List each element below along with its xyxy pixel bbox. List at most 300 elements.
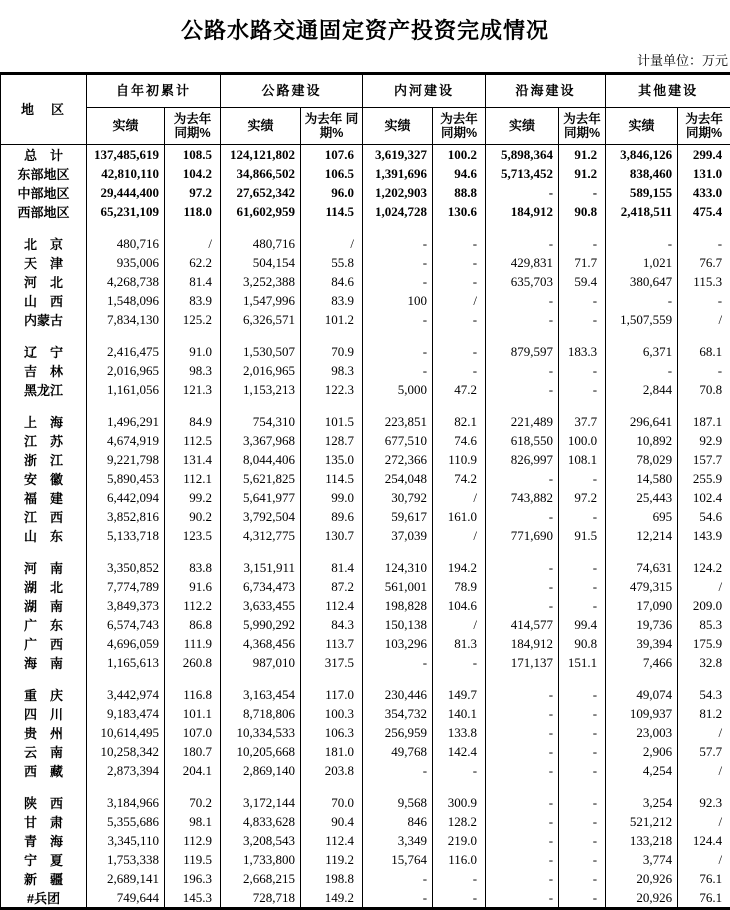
yoy-value-cell: 70.2 bbox=[165, 793, 221, 812]
yoy-value-cell: - bbox=[559, 685, 606, 704]
yoy-value-cell: 74.2 bbox=[433, 469, 486, 488]
spacer-cell bbox=[559, 329, 606, 342]
yoy-value-cell: 89.6 bbox=[301, 507, 363, 526]
table-row bbox=[1, 234, 730, 253]
actual-value-cell: - bbox=[606, 361, 678, 380]
yoy-value-cell: - bbox=[559, 234, 606, 253]
spacer-cell bbox=[678, 780, 730, 793]
yoy-value-cell: 130.7 bbox=[301, 526, 363, 545]
yoy-value-cell: / bbox=[433, 291, 486, 310]
yoy-value-cell: 203.8 bbox=[301, 761, 363, 780]
actual-value-cell: 3,163,454 bbox=[221, 685, 301, 704]
spacer-cell bbox=[165, 780, 221, 793]
actual-value-cell: 124,310 bbox=[363, 558, 433, 577]
actual-value-cell: 254,048 bbox=[363, 469, 433, 488]
actual-header: 实绩 bbox=[221, 108, 301, 145]
actual-value-cell: 1,024,728 bbox=[363, 202, 433, 221]
yoy-value-cell: 90.4 bbox=[301, 812, 363, 831]
actual-value-cell: 2,668,215 bbox=[221, 869, 301, 888]
yoy-value-cell: 112.9 bbox=[165, 831, 221, 850]
region-name: 山 东 bbox=[1, 526, 87, 545]
yoy-value-cell: 81.4 bbox=[301, 558, 363, 577]
spacer-row bbox=[1, 221, 730, 234]
actual-value-cell: 5,641,977 bbox=[221, 488, 301, 507]
spacer-cell bbox=[606, 545, 678, 558]
actual-value-cell: 20,926 bbox=[606, 869, 678, 888]
actual-value-cell: - bbox=[486, 685, 559, 704]
region-name: 云 南 bbox=[1, 742, 87, 761]
actual-value-cell: 74,631 bbox=[606, 558, 678, 577]
actual-value-cell: 7,466 bbox=[606, 653, 678, 672]
yoy-value-cell: - bbox=[433, 869, 486, 888]
actual-value-cell: - bbox=[486, 183, 559, 202]
yoy-value-cell: 84.9 bbox=[165, 412, 221, 431]
yoy-value-cell: 130.6 bbox=[433, 202, 486, 221]
yoy-value-cell: 71.7 bbox=[559, 253, 606, 272]
spacer-cell bbox=[486, 780, 559, 793]
actual-value-cell: 4,674,919 bbox=[87, 431, 165, 450]
actual-value-cell: 3,172,144 bbox=[221, 793, 301, 812]
actual-value-cell: 728,718 bbox=[221, 888, 301, 909]
actual-value-cell: - bbox=[486, 869, 559, 888]
yoy-value-cell: 70.9 bbox=[301, 342, 363, 361]
yoy-value-cell: / bbox=[165, 234, 221, 253]
actual-value-cell: 10,258,342 bbox=[87, 742, 165, 761]
spacer-cell bbox=[165, 329, 221, 342]
actual-value-cell: 635,703 bbox=[486, 272, 559, 291]
actual-value-cell: 8,718,806 bbox=[221, 704, 301, 723]
yoy-value-cell: 260.8 bbox=[165, 653, 221, 672]
yoy-value-cell: 76.1 bbox=[678, 869, 730, 888]
actual-value-cell: - bbox=[486, 577, 559, 596]
spacer-cell bbox=[559, 780, 606, 793]
yoy-value-cell: - bbox=[559, 742, 606, 761]
actual-value-cell: 3,349 bbox=[363, 831, 433, 850]
spacer-row bbox=[1, 545, 730, 558]
spacer-cell bbox=[678, 329, 730, 342]
region-name: 安 徽 bbox=[1, 469, 87, 488]
yoy-value-cell: 112.1 bbox=[165, 469, 221, 488]
yoy-value-cell: 55.8 bbox=[301, 253, 363, 272]
yoy-value-cell: - bbox=[559, 310, 606, 329]
yoy-value-cell: 68.1 bbox=[678, 342, 730, 361]
yoy-value-cell: 101.1 bbox=[165, 704, 221, 723]
actual-value-cell: 109,937 bbox=[606, 704, 678, 723]
table-row bbox=[1, 869, 730, 888]
yoy-value-cell: 108.5 bbox=[165, 145, 221, 165]
yoy-value-cell: / bbox=[678, 850, 730, 869]
actual-value-cell: - bbox=[486, 742, 559, 761]
table-row bbox=[1, 742, 730, 761]
actual-value-cell: 6,371 bbox=[606, 342, 678, 361]
actual-value-cell: 65,231,109 bbox=[87, 202, 165, 221]
table-row bbox=[1, 596, 730, 615]
region-name: 甘 肃 bbox=[1, 812, 87, 831]
spacer-cell bbox=[363, 221, 433, 234]
yoy-value-cell: 128.2 bbox=[433, 812, 486, 831]
yoy-value-cell: 37.7 bbox=[559, 412, 606, 431]
yoy-value-cell: - bbox=[678, 361, 730, 380]
yoy-value-cell: 104.6 bbox=[433, 596, 486, 615]
yoy-value-cell: 204.1 bbox=[165, 761, 221, 780]
yoy-value-cell: 83.9 bbox=[301, 291, 363, 310]
region-name: 浙 江 bbox=[1, 450, 87, 469]
yoy-header: 为去年 同期% bbox=[301, 108, 363, 145]
region-name: 天 津 bbox=[1, 253, 87, 272]
yoy-value-cell: 157.7 bbox=[678, 450, 730, 469]
yoy-value-cell: 32.8 bbox=[678, 653, 730, 672]
actual-value-cell: 4,312,775 bbox=[221, 526, 301, 545]
group-header-row bbox=[1, 74, 730, 108]
region-name: 吉 林 bbox=[1, 361, 87, 380]
spacer-cell bbox=[87, 545, 165, 558]
spacer-cell bbox=[87, 221, 165, 234]
region-name: 湖 北 bbox=[1, 577, 87, 596]
actual-value-cell: 30,792 bbox=[363, 488, 433, 507]
yoy-value-cell: / bbox=[433, 488, 486, 507]
yoy-value-cell: - bbox=[433, 234, 486, 253]
spacer-cell bbox=[221, 780, 301, 793]
actual-value-cell: 223,851 bbox=[363, 412, 433, 431]
region-name: 内蒙古 bbox=[1, 310, 87, 329]
yoy-value-cell: 100.3 bbox=[301, 704, 363, 723]
yoy-value-cell: 47.2 bbox=[433, 380, 486, 399]
actual-value-cell: 380,647 bbox=[606, 272, 678, 291]
region-name: 宁 夏 bbox=[1, 850, 87, 869]
yoy-value-cell: 112.4 bbox=[301, 596, 363, 615]
actual-value-cell: 3,345,110 bbox=[87, 831, 165, 850]
table-row bbox=[1, 558, 730, 577]
actual-value-cell: 2,016,965 bbox=[221, 361, 301, 380]
yoy-value-cell: / bbox=[678, 310, 730, 329]
actual-value-cell: 10,334,533 bbox=[221, 723, 301, 742]
yoy-value-cell: 111.9 bbox=[165, 634, 221, 653]
actual-value-cell: 3,846,126 bbox=[606, 145, 678, 165]
region-name: 江 苏 bbox=[1, 431, 87, 450]
region-name: 黑龙江 bbox=[1, 380, 87, 399]
yoy-value-cell: 180.7 bbox=[165, 742, 221, 761]
actual-value-cell: - bbox=[486, 361, 559, 380]
actual-value-cell: - bbox=[363, 869, 433, 888]
yoy-value-cell: - bbox=[559, 183, 606, 202]
yoy-value-cell: 113.7 bbox=[301, 634, 363, 653]
actual-value-cell: 10,205,668 bbox=[221, 742, 301, 761]
region-name: 河 南 bbox=[1, 558, 87, 577]
group-header-highway: 公路建设 bbox=[221, 74, 363, 108]
actual-value-cell: 34,866,502 bbox=[221, 164, 301, 183]
table-row bbox=[1, 831, 730, 850]
yoy-value-cell: - bbox=[559, 869, 606, 888]
actual-value-cell: - bbox=[363, 653, 433, 672]
yoy-value-cell: - bbox=[559, 469, 606, 488]
page-title: 公路水路交通固定资产投资完成情况 bbox=[0, 0, 730, 45]
yoy-header: 为去年 同期% bbox=[559, 108, 606, 145]
region-name: 重 庆 bbox=[1, 685, 87, 704]
spacer-cell bbox=[486, 221, 559, 234]
actual-value-cell: 479,315 bbox=[606, 577, 678, 596]
actual-value-cell: - bbox=[363, 253, 433, 272]
actual-value-cell: 61,602,959 bbox=[221, 202, 301, 221]
region-name: 贵 州 bbox=[1, 723, 87, 742]
actual-value-cell: 9,568 bbox=[363, 793, 433, 812]
actual-value-cell: 3,350,852 bbox=[87, 558, 165, 577]
group-header-inland-river: 内河建设 bbox=[363, 74, 486, 108]
yoy-value-cell: 91.2 bbox=[559, 164, 606, 183]
yoy-value-cell: 143.9 bbox=[678, 526, 730, 545]
yoy-value-cell: - bbox=[559, 361, 606, 380]
actual-value-cell: 100 bbox=[363, 291, 433, 310]
spacer-cell bbox=[165, 399, 221, 412]
actual-value-cell: 429,831 bbox=[486, 253, 559, 272]
actual-value-cell: 618,550 bbox=[486, 431, 559, 450]
actual-value-cell: 771,690 bbox=[486, 526, 559, 545]
spacer-cell bbox=[165, 221, 221, 234]
actual-header: 实绩 bbox=[87, 108, 165, 145]
actual-value-cell: 1,753,338 bbox=[87, 850, 165, 869]
yoy-value-cell: - bbox=[559, 704, 606, 723]
region-column-header: 地 区 bbox=[1, 74, 87, 145]
actual-value-cell: 7,834,130 bbox=[87, 310, 165, 329]
actual-value-cell: 20,926 bbox=[606, 888, 678, 909]
region-name: 海 南 bbox=[1, 653, 87, 672]
actual-value-cell: 5,133,718 bbox=[87, 526, 165, 545]
yoy-value-cell: 90.8 bbox=[559, 634, 606, 653]
yoy-value-cell: 149.7 bbox=[433, 685, 486, 704]
region-name: 广 西 bbox=[1, 634, 87, 653]
yoy-value-cell: - bbox=[559, 888, 606, 909]
actual-value-cell: - bbox=[486, 310, 559, 329]
actual-value-cell: 10,892 bbox=[606, 431, 678, 450]
yoy-value-cell: 98.3 bbox=[165, 361, 221, 380]
spacer-cell bbox=[678, 672, 730, 685]
actual-value-cell: 272,366 bbox=[363, 450, 433, 469]
table-header bbox=[1, 74, 730, 145]
spacer-cell bbox=[301, 672, 363, 685]
actual-value-cell: 838,460 bbox=[606, 164, 678, 183]
spacer-cell bbox=[559, 545, 606, 558]
yoy-value-cell: 209.0 bbox=[678, 596, 730, 615]
region-name: 北 京 bbox=[1, 234, 87, 253]
table-row bbox=[1, 202, 730, 221]
actual-value-cell: 354,732 bbox=[363, 704, 433, 723]
actual-value-cell: 521,212 bbox=[606, 812, 678, 831]
actual-value-cell: 23,003 bbox=[606, 723, 678, 742]
spacer-cell bbox=[301, 399, 363, 412]
spacer-cell bbox=[606, 329, 678, 342]
region-name: 湖 南 bbox=[1, 596, 87, 615]
yoy-value-cell: 102.4 bbox=[678, 488, 730, 507]
actual-value-cell: 1,202,903 bbox=[363, 183, 433, 202]
spacer-cell bbox=[559, 672, 606, 685]
group-header-coastal: 沿海建设 bbox=[486, 74, 606, 108]
spacer-cell bbox=[606, 780, 678, 793]
table-body bbox=[1, 145, 730, 909]
yoy-value-cell: 187.1 bbox=[678, 412, 730, 431]
actual-value-cell: 589,155 bbox=[606, 183, 678, 202]
yoy-value-cell: - bbox=[559, 380, 606, 399]
actual-header: 实绩 bbox=[363, 108, 433, 145]
table-row bbox=[1, 253, 730, 272]
yoy-value-cell: 133.8 bbox=[433, 723, 486, 742]
spacer-cell bbox=[433, 399, 486, 412]
table-row bbox=[1, 488, 730, 507]
yoy-value-cell: 106.3 bbox=[301, 723, 363, 742]
yoy-value-cell: 116.0 bbox=[433, 850, 486, 869]
actual-value-cell: 5,355,686 bbox=[87, 812, 165, 831]
actual-value-cell: 5,000 bbox=[363, 380, 433, 399]
yoy-header: 为去年 同期% bbox=[433, 108, 486, 145]
actual-value-cell: 6,574,743 bbox=[87, 615, 165, 634]
actual-value-cell: 37,039 bbox=[363, 526, 433, 545]
yoy-value-cell: 78.9 bbox=[433, 577, 486, 596]
spacer-cell bbox=[1, 672, 87, 685]
yoy-value-cell: - bbox=[433, 342, 486, 361]
spacer-cell bbox=[87, 399, 165, 412]
yoy-value-cell: 116.8 bbox=[165, 685, 221, 704]
yoy-value-cell: 91.5 bbox=[559, 526, 606, 545]
actual-value-cell: 1,548,096 bbox=[87, 291, 165, 310]
yoy-value-cell: 112.5 bbox=[165, 431, 221, 450]
actual-value-cell: 1,021 bbox=[606, 253, 678, 272]
yoy-value-cell: - bbox=[433, 653, 486, 672]
yoy-value-cell: - bbox=[433, 361, 486, 380]
yoy-value-cell: 91.6 bbox=[165, 577, 221, 596]
actual-value-cell: 1,391,696 bbox=[363, 164, 433, 183]
actual-value-cell: 14,580 bbox=[606, 469, 678, 488]
yoy-value-cell: 117.0 bbox=[301, 685, 363, 704]
actual-value-cell: - bbox=[486, 380, 559, 399]
yoy-value-cell: 255.9 bbox=[678, 469, 730, 488]
yoy-value-cell: 194.2 bbox=[433, 558, 486, 577]
actual-value-cell: 3,442,974 bbox=[87, 685, 165, 704]
yoy-value-cell: 151.1 bbox=[559, 653, 606, 672]
actual-value-cell: 695 bbox=[606, 507, 678, 526]
table-row bbox=[1, 761, 730, 780]
yoy-value-cell: 119.2 bbox=[301, 850, 363, 869]
table-row bbox=[1, 634, 730, 653]
yoy-value-cell: 99.0 bbox=[301, 488, 363, 507]
actual-value-cell: 8,044,406 bbox=[221, 450, 301, 469]
yoy-value-cell: 131.4 bbox=[165, 450, 221, 469]
table-row bbox=[1, 361, 730, 380]
actual-value-cell: 15,764 bbox=[363, 850, 433, 869]
yoy-value-cell: - bbox=[678, 291, 730, 310]
yoy-value-cell: 70.8 bbox=[678, 380, 730, 399]
actual-value-cell: 3,633,455 bbox=[221, 596, 301, 615]
actual-value-cell: - bbox=[363, 361, 433, 380]
actual-value-cell: 49,074 bbox=[606, 685, 678, 704]
actual-value-cell: - bbox=[486, 812, 559, 831]
spacer-cell bbox=[1, 221, 87, 234]
actual-value-cell: 1,733,800 bbox=[221, 850, 301, 869]
spacer-cell bbox=[678, 545, 730, 558]
spacer-cell bbox=[363, 399, 433, 412]
spacer-cell bbox=[433, 545, 486, 558]
actual-value-cell: 3,774 bbox=[606, 850, 678, 869]
region-name: 西部地区 bbox=[1, 202, 87, 221]
spacer-cell bbox=[1, 399, 87, 412]
actual-value-cell: 2,906 bbox=[606, 742, 678, 761]
actual-value-cell: 59,617 bbox=[363, 507, 433, 526]
actual-value-cell: 3,208,543 bbox=[221, 831, 301, 850]
actual-value-cell: 27,652,342 bbox=[221, 183, 301, 202]
spacer-cell bbox=[606, 221, 678, 234]
yoy-value-cell: 112.2 bbox=[165, 596, 221, 615]
region-name: 上 海 bbox=[1, 412, 87, 431]
actual-value-cell: 2,844 bbox=[606, 380, 678, 399]
actual-value-cell: 4,833,628 bbox=[221, 812, 301, 831]
yoy-value-cell: 123.5 bbox=[165, 526, 221, 545]
actual-value-cell: 4,268,738 bbox=[87, 272, 165, 291]
table-row bbox=[1, 164, 730, 183]
actual-value-cell: 3,252,388 bbox=[221, 272, 301, 291]
yoy-value-cell: 99.4 bbox=[559, 615, 606, 634]
table-row bbox=[1, 469, 730, 488]
actual-value-cell: 1,496,291 bbox=[87, 412, 165, 431]
yoy-value-cell: 122.3 bbox=[301, 380, 363, 399]
yoy-value-cell: / bbox=[678, 812, 730, 831]
yoy-value-cell: 219.0 bbox=[433, 831, 486, 850]
yoy-value-cell: 54.6 bbox=[678, 507, 730, 526]
actual-value-cell: 1,547,996 bbox=[221, 291, 301, 310]
spacer-cell bbox=[678, 399, 730, 412]
actual-value-cell: - bbox=[486, 507, 559, 526]
actual-value-cell: 198,828 bbox=[363, 596, 433, 615]
actual-value-cell: 4,254 bbox=[606, 761, 678, 780]
yoy-value-cell: - bbox=[678, 234, 730, 253]
actual-value-cell: 3,619,327 bbox=[363, 145, 433, 165]
region-name: 陕 西 bbox=[1, 793, 87, 812]
spacer-cell bbox=[606, 399, 678, 412]
table-row bbox=[1, 615, 730, 634]
actual-value-cell: - bbox=[363, 310, 433, 329]
actual-value-cell: 6,326,571 bbox=[221, 310, 301, 329]
yoy-value-cell: 198.8 bbox=[301, 869, 363, 888]
group-header-other: 其他建设 bbox=[606, 74, 730, 108]
yoy-value-cell: 90.8 bbox=[559, 202, 606, 221]
region-name: 江 西 bbox=[1, 507, 87, 526]
yoy-value-cell: - bbox=[433, 310, 486, 329]
yoy-value-cell: 99.2 bbox=[165, 488, 221, 507]
actual-value-cell: 7,774,789 bbox=[87, 577, 165, 596]
region-name: #兵团 bbox=[1, 888, 87, 909]
region-name: 广 东 bbox=[1, 615, 87, 634]
region-name: 新 疆 bbox=[1, 869, 87, 888]
yoy-value-cell: - bbox=[559, 761, 606, 780]
yoy-value-cell: / bbox=[678, 761, 730, 780]
yoy-value-cell: 114.5 bbox=[301, 469, 363, 488]
yoy-value-cell: 96.0 bbox=[301, 183, 363, 202]
spacer-cell bbox=[1, 780, 87, 793]
actual-value-cell: 256,959 bbox=[363, 723, 433, 742]
actual-value-cell: - bbox=[486, 469, 559, 488]
yoy-value-cell: - bbox=[559, 831, 606, 850]
actual-value-cell: 1,165,613 bbox=[87, 653, 165, 672]
actual-value-cell: 6,442,094 bbox=[87, 488, 165, 507]
yoy-value-cell: / bbox=[678, 723, 730, 742]
table-row bbox=[1, 653, 730, 672]
yoy-value-cell: - bbox=[559, 812, 606, 831]
yoy-value-cell: 98.1 bbox=[165, 812, 221, 831]
actual-value-cell: 3,849,373 bbox=[87, 596, 165, 615]
yoy-value-cell: 108.1 bbox=[559, 450, 606, 469]
table-row bbox=[1, 145, 730, 165]
yoy-value-cell: - bbox=[433, 272, 486, 291]
actual-header: 实绩 bbox=[606, 108, 678, 145]
actual-value-cell: 5,990,292 bbox=[221, 615, 301, 634]
spacer-cell bbox=[486, 399, 559, 412]
actual-value-cell: 296,641 bbox=[606, 412, 678, 431]
